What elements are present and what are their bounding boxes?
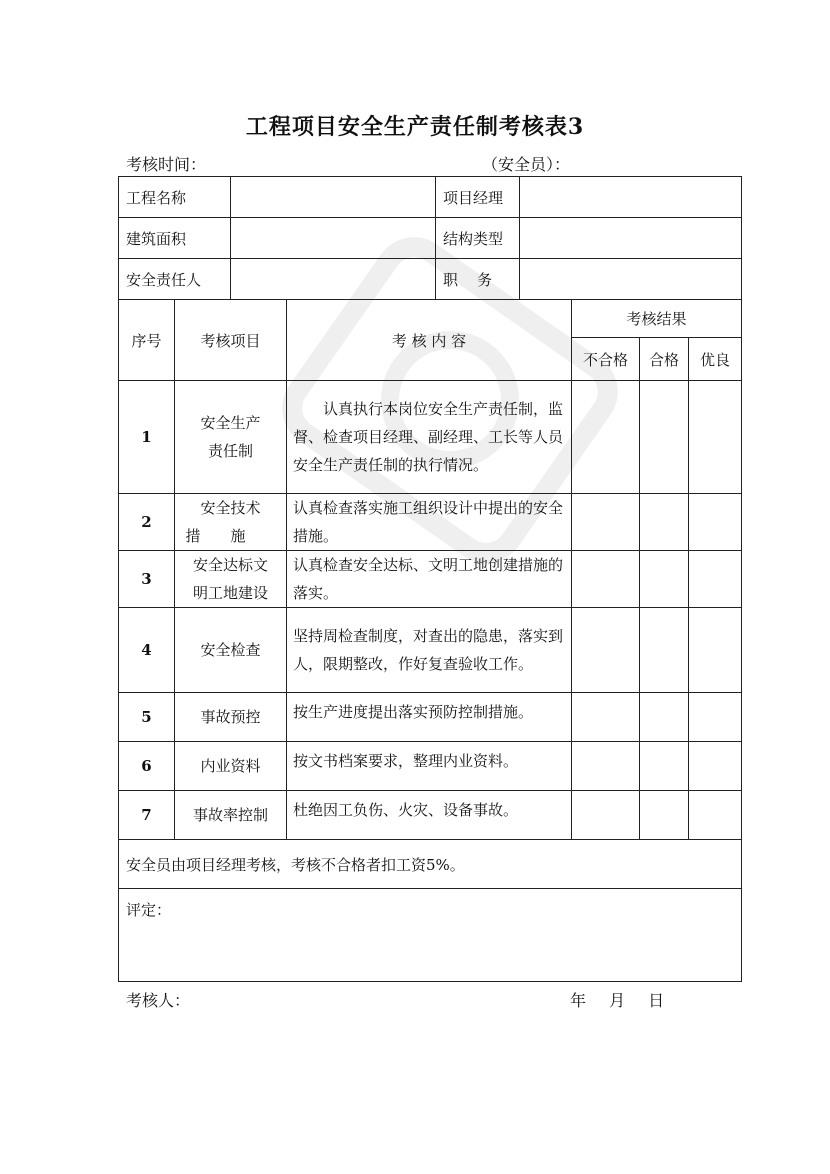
row-item: 安全检查	[175, 608, 287, 693]
row-fail-cell[interactable]	[572, 791, 640, 840]
structure-type-field[interactable]	[520, 218, 742, 259]
table-row	[119, 551, 742, 608]
row-seq: 3	[119, 551, 175, 608]
row-excellent-cell[interactable]	[689, 791, 742, 840]
project-manager-field[interactable]	[520, 177, 742, 218]
row-item: 事故预控	[175, 693, 287, 742]
row-excellent-cell[interactable]	[689, 551, 742, 608]
row-excellent-cell[interactable]	[689, 494, 742, 551]
table-row	[119, 742, 742, 791]
structure-type-label: 结构类型	[436, 218, 520, 259]
row-seq: 7	[119, 791, 175, 840]
row-content: 坚持周检查制度，对查出的隐患，落实到人，限期整改，作好复查验收工作。	[287, 608, 572, 693]
safety-person-field[interactable]	[231, 259, 436, 300]
header-content: 考 核 内 容	[287, 300, 572, 381]
row-item-line2: 明工地建设	[192, 584, 268, 602]
row-pass-cell[interactable]	[640, 381, 689, 494]
row-item	[175, 551, 287, 608]
table-row	[119, 693, 742, 742]
row-item-line2: 措施	[185, 527, 276, 545]
row-fail-cell[interactable]	[572, 551, 640, 608]
row-item: 事故率控制	[175, 791, 287, 840]
assessment-time-label: 考核时间：	[126, 155, 207, 174]
safety-person-label: 安全责任人	[119, 259, 231, 300]
position-label	[436, 259, 520, 300]
row-fail-cell[interactable]	[572, 381, 640, 494]
row-content: 认真检查落实施工组织设计中提出的安全措施。	[287, 494, 572, 551]
row-excellent-cell[interactable]	[689, 742, 742, 791]
row-content: 认真检查安全达标、文明工地创建措施的落实。	[287, 551, 572, 608]
info-table	[118, 176, 742, 300]
project-name-label: 工程名称	[119, 177, 231, 218]
row-item-line1: 安全技术	[200, 499, 261, 517]
header-item: 考核项目	[175, 300, 287, 381]
row-content: 按生产进度提出落实预防控制措施。	[287, 693, 572, 742]
row-excellent-cell[interactable]	[689, 608, 742, 693]
row-fail-cell[interactable]	[572, 693, 640, 742]
header-result: 考核结果	[572, 300, 742, 338]
row-content: 杜绝因工负伤、火灾、设备事故。	[287, 791, 572, 840]
header-seq: 序号	[119, 300, 175, 381]
row-excellent-cell[interactable]	[689, 381, 742, 494]
page-title: 工程项目安全生产责任制考核表3	[245, 114, 585, 140]
row-item-line1: 安全达标文	[192, 556, 268, 574]
header-pass: 合格	[640, 338, 689, 381]
footer-line	[126, 988, 686, 1010]
row-content: 认真执行本岗位安全生产责任制，监督、检查项目经理、副经理、工长等人员安全生产责任制的执行情况。	[287, 381, 572, 494]
position-field[interactable]	[520, 259, 742, 300]
date-label: 年 月 日	[570, 991, 665, 1010]
row-seq: 2	[119, 494, 175, 551]
row-pass-cell[interactable]	[640, 494, 689, 551]
row-item	[175, 381, 287, 494]
row-item-line2: 责任制	[207, 442, 253, 460]
evaluation-field[interactable]	[119, 889, 742, 982]
row-seq: 1	[119, 381, 175, 494]
header-excellent: 优良	[689, 338, 742, 381]
header-line	[126, 152, 726, 174]
row-pass-cell[interactable]	[640, 693, 689, 742]
assessment-note: 安全员由项目经理考核，考核不合格者扣工资5%。	[119, 840, 742, 889]
row-content: 按文书档案要求，整理内业资料。	[287, 742, 572, 791]
table-row	[119, 608, 742, 693]
table-row	[119, 494, 742, 551]
row-pass-cell[interactable]	[640, 551, 689, 608]
header-fail: 不合格	[572, 338, 640, 381]
table-row	[119, 381, 742, 494]
row-pass-cell[interactable]	[640, 608, 689, 693]
row-fail-cell[interactable]	[572, 742, 640, 791]
project-manager-label: 项目经理	[436, 177, 520, 218]
assessor-label: 考核人：	[126, 991, 191, 1010]
building-area-field[interactable]	[231, 218, 436, 259]
position-label-text: 职 务	[443, 270, 493, 289]
row-pass-cell[interactable]	[640, 742, 689, 791]
evaluation-label: 评定：	[126, 901, 172, 919]
row-seq: 4	[119, 608, 175, 693]
row-seq: 5	[119, 693, 175, 742]
row-pass-cell[interactable]	[640, 791, 689, 840]
row-excellent-cell[interactable]	[689, 693, 742, 742]
row-fail-cell[interactable]	[572, 494, 640, 551]
assessment-table	[118, 299, 742, 982]
role-label: （安全员）：	[482, 155, 571, 174]
row-item: 内业资料	[175, 742, 287, 791]
building-area-label: 建筑面积	[119, 218, 231, 259]
row-item-line1: 安全生产	[200, 414, 261, 432]
row-seq: 6	[119, 742, 175, 791]
project-name-field[interactable]	[231, 177, 436, 218]
table-row	[119, 791, 742, 840]
row-item	[175, 494, 287, 551]
row-fail-cell[interactable]	[572, 608, 640, 693]
